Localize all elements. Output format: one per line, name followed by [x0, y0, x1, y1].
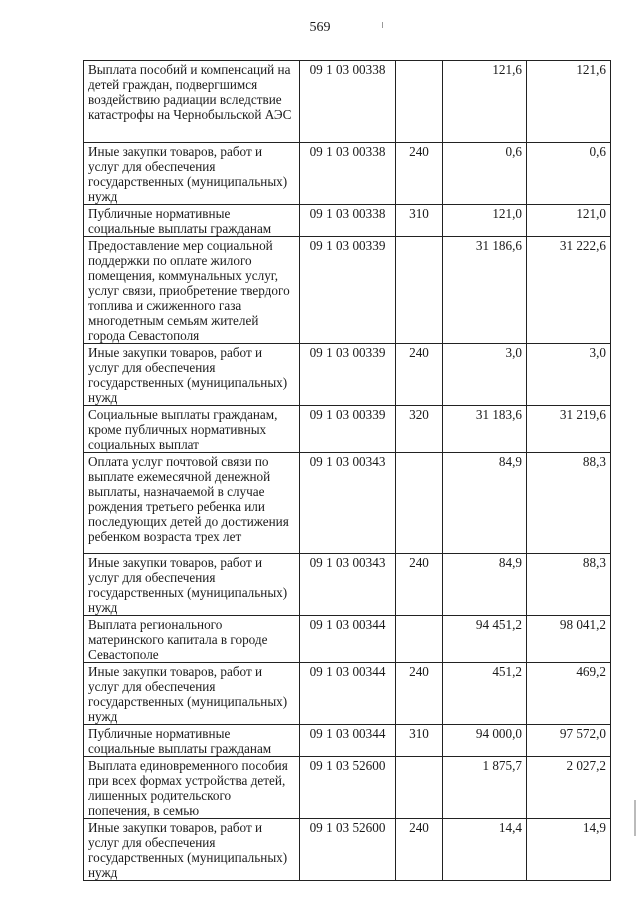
row-type-cell: 240: [396, 344, 443, 406]
row-code-cell: 09 1 03 52600: [300, 819, 396, 881]
row-type-cell: [396, 757, 443, 819]
row-amount-1-cell: 0,6: [443, 143, 527, 205]
row-name-cell: Оплата услуг почтовой связи по выплате ежемесячной денежной выплаты, назначаемой в случае рождения третьего ребенка или последующих детей до достижения ребенком возраста трех лет: [84, 453, 300, 554]
row-code-cell: 09 1 03 00344: [300, 725, 396, 757]
row-name-cell: Предоставление мер социальной поддержки по оплате жилого помещения, коммунальных услуг, услуг связи, приобретение твердого топлива и сжиженного газа многодетным семьям жителей города Севастополя: [84, 237, 300, 344]
table-row: [84, 757, 611, 819]
row-amount-2-cell: 469,2: [527, 663, 611, 725]
row-name-cell: Социальные выплаты гражданам, кроме публичных нормативных социальных выплат: [84, 406, 300, 453]
row-type-cell: [396, 453, 443, 554]
row-amount-1-cell: 14,4: [443, 819, 527, 881]
row-amount-1-cell: 84,9: [443, 554, 527, 616]
row-amount-1-cell: 121,6: [443, 61, 527, 143]
row-name-cell: Иные закупки товаров, работ и услуг для обеспечения государственных (муниципальных) нужд: [84, 663, 300, 725]
row-code-cell: 09 1 03 00339: [300, 406, 396, 453]
table-row: [84, 406, 611, 453]
row-name-cell: Иные закупки товаров, работ и услуг для обеспечения государственных (муниципальных) нужд: [84, 143, 300, 205]
table-row: [84, 61, 611, 143]
row-amount-1-cell: 451,2: [443, 663, 527, 725]
row-amount-1-cell: 31 183,6: [443, 406, 527, 453]
row-type-cell: 310: [396, 725, 443, 757]
row-amount-1-cell: 94 451,2: [443, 616, 527, 663]
row-name-cell: Публичные нормативные социальные выплаты гражданам: [84, 205, 300, 237]
row-amount-1-cell: 84,9: [443, 453, 527, 554]
row-type-cell: [396, 616, 443, 663]
table-row: [84, 616, 611, 663]
row-type-cell: 240: [396, 143, 443, 205]
table-row: [84, 725, 611, 757]
row-code-cell: 09 1 03 00339: [300, 344, 396, 406]
row-code-cell: 09 1 03 00338: [300, 61, 396, 143]
row-amount-1-cell: 3,0: [443, 344, 527, 406]
row-amount-2-cell: 14,9: [527, 819, 611, 881]
row-code-cell: 09 1 03 00343: [300, 554, 396, 616]
row-type-cell: [396, 61, 443, 143]
row-type-cell: 240: [396, 819, 443, 881]
row-type-cell: 320: [396, 406, 443, 453]
scan-mark: [382, 22, 383, 28]
row-code-cell: 09 1 03 52600: [300, 757, 396, 819]
budget-table: [83, 60, 611, 881]
row-name-cell: Иные закупки товаров, работ и услуг для обеспечения государственных (муниципальных) нужд: [84, 819, 300, 881]
row-amount-1-cell: 94 000,0: [443, 725, 527, 757]
row-code-cell: 09 1 03 00344: [300, 616, 396, 663]
row-amount-2-cell: 31 222,6: [527, 237, 611, 344]
row-amount-2-cell: 88,3: [527, 554, 611, 616]
row-code-cell: 09 1 03 00338: [300, 143, 396, 205]
row-amount-2-cell: 97 572,0: [527, 725, 611, 757]
row-amount-2-cell: 2 027,2: [527, 757, 611, 819]
row-name-cell: Иные закупки товаров, работ и услуг для обеспечения государственных (муниципальных) нужд: [84, 344, 300, 406]
table-row: [84, 453, 611, 554]
row-type-cell: 240: [396, 554, 443, 616]
row-amount-1-cell: 31 186,6: [443, 237, 527, 344]
table-row: [84, 554, 611, 616]
table-row: [84, 663, 611, 725]
budget-table-body: [84, 61, 611, 881]
row-name-cell: Выплата единовременного пособия при всех формах устройства детей, лишенных родительского попечения, в семью: [84, 757, 300, 819]
table-row: [84, 205, 611, 237]
row-amount-2-cell: 31 219,6: [527, 406, 611, 453]
row-type-cell: [396, 237, 443, 344]
row-type-cell: 240: [396, 663, 443, 725]
page-number: 569: [309, 20, 331, 35]
row-name-cell: Публичные нормативные социальные выплаты гражданам: [84, 725, 300, 757]
row-amount-2-cell: 98 041,2: [527, 616, 611, 663]
row-amount-2-cell: 121,0: [527, 205, 611, 237]
row-code-cell: 09 1 03 00339: [300, 237, 396, 344]
page-edge-mark: [634, 800, 636, 836]
row-amount-1-cell: 1 875,7: [443, 757, 527, 819]
row-name-cell: Выплата регионального материнского капитала в городе Севастополе: [84, 616, 300, 663]
row-amount-2-cell: 0,6: [527, 143, 611, 205]
table-row: [84, 143, 611, 205]
table-row: [84, 819, 611, 881]
row-type-cell: 310: [396, 205, 443, 237]
row-name-cell: Выплата пособий и компенсаций на детей граждан, подвергшимся воздействию радиации вследствие катастрофы на Чернобыльской АЭС: [84, 61, 300, 143]
row-code-cell: 09 1 03 00344: [300, 663, 396, 725]
row-amount-2-cell: 88,3: [527, 453, 611, 554]
table-row: [84, 237, 611, 344]
table-row: [84, 344, 611, 406]
row-amount-2-cell: 121,6: [527, 61, 611, 143]
row-amount-1-cell: 121,0: [443, 205, 527, 237]
row-code-cell: 09 1 03 00343: [300, 453, 396, 554]
row-name-cell: Иные закупки товаров, работ и услуг для обеспечения государственных (муниципальных) нужд: [84, 554, 300, 616]
row-code-cell: 09 1 03 00338: [300, 205, 396, 237]
row-amount-2-cell: 3,0: [527, 344, 611, 406]
